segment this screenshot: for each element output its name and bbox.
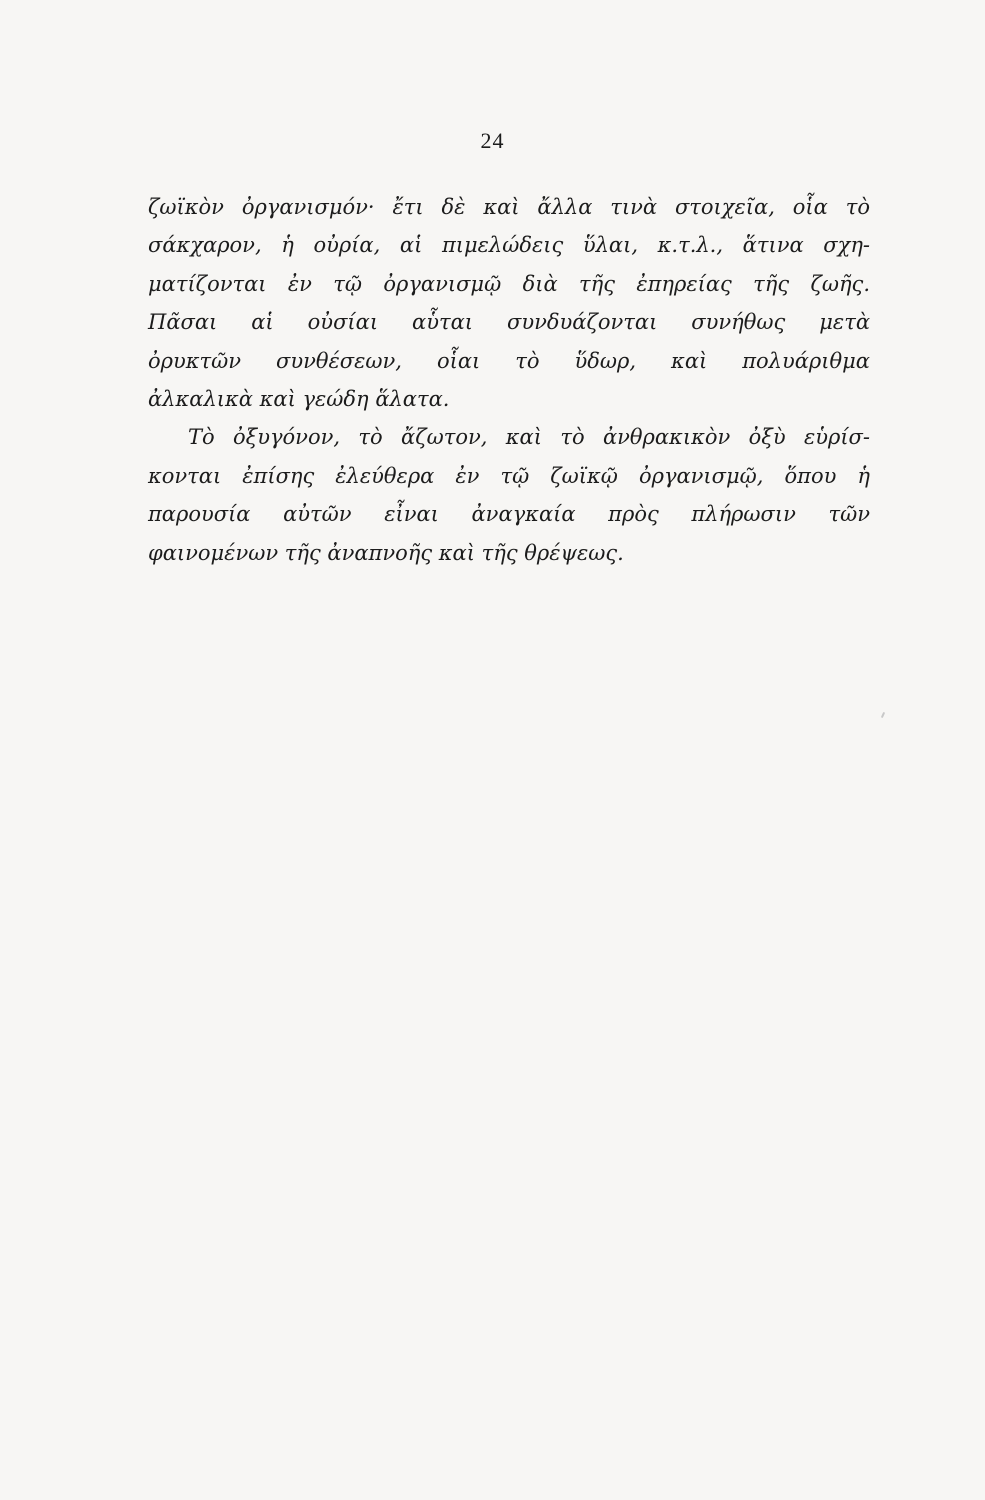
page-number: 24 <box>480 128 505 153</box>
text-line-last: ἀλκαλικὰ καὶ γεώδη ἅλατα. <box>148 386 450 411</box>
text-line: παρουσία αὐτῶν εἶναι ἀναγκαία πρὸς πλήρωσιν τῶν <box>148 502 870 527</box>
text-line: σάκχαρον, ἡ οὐρία, αἱ πιμελώδεις ὕλαι, κ.τ.λ., ἅτινα σχη- <box>148 233 870 258</box>
text-line: ὀρυκτῶν συνθέσεων, οἷαι τὸ ὕδωρ, καὶ πολυάριθμα <box>148 348 870 373</box>
body-text <box>148 188 870 572</box>
paper-speck <box>881 712 885 718</box>
text-line: κονται ἐπίσης ἐλεύθερα ἐν τῷ ζωϊκῷ ὀργανισμῷ, ὅπου ἡ <box>148 463 870 488</box>
text-line: ματίζονται ἐν τῷ ὀργανισμῷ διὰ τῆς ἐπηρείας τῆς ζωῆς. <box>148 271 870 296</box>
text-line-last: φαινομένων τῆς ἀναπνοῆς καὶ τῆς θρέψεως. <box>148 540 624 565</box>
text-line: Πᾶσαι αἱ οὐσίαι αὗται συνδυάζονται συνήθως μετὰ <box>148 310 870 335</box>
paragraph-first-line: Τὸ ὀξυγόνον, τὸ ἄζωτον, καὶ τὸ ἀνθρακικὸν ὀξὺ εὑρίσ- <box>188 425 870 450</box>
text-line: ζωϊκὸν ὀργανισμόν· ἔτι δὲ καὶ ἄλλα τινὰ στοιχεῖα, οἷα τὸ <box>148 195 870 219</box>
